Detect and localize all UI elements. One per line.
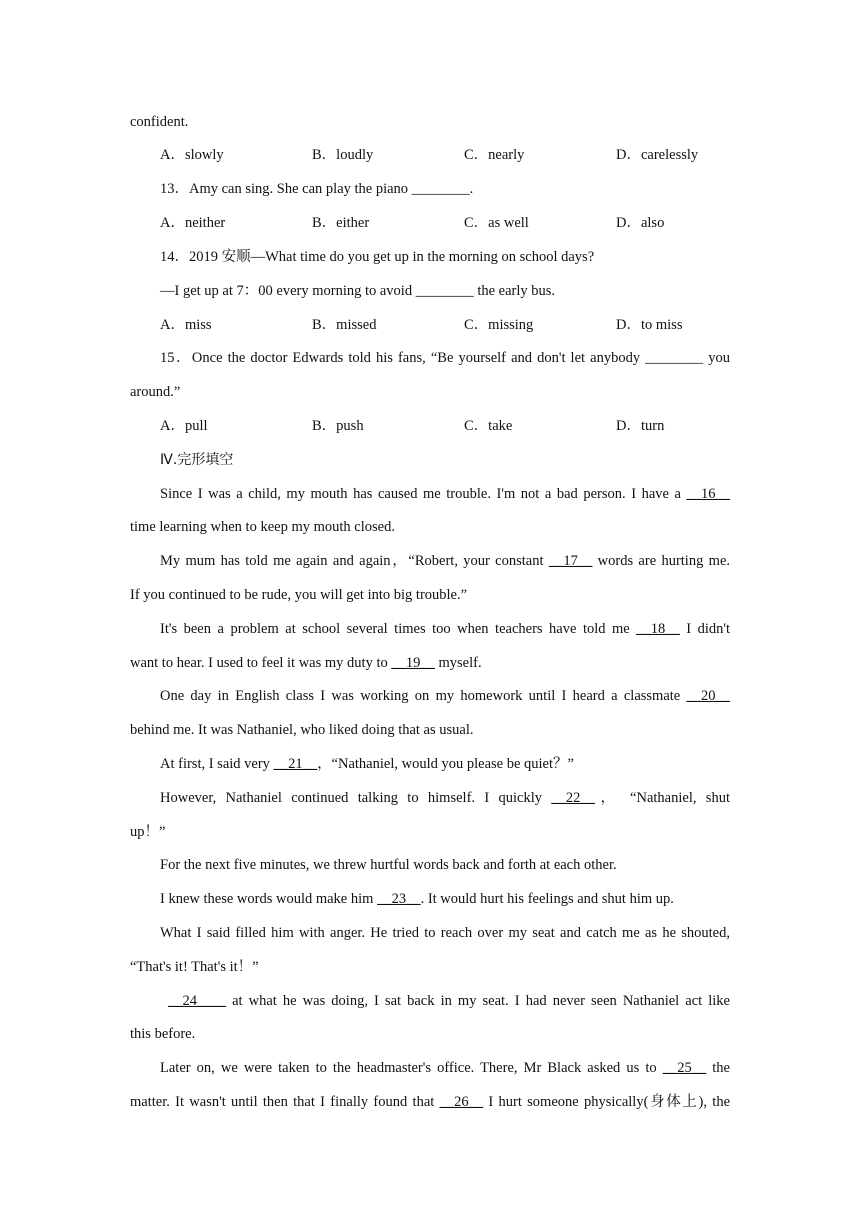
blank-20[interactable]: __20__ (686, 688, 730, 704)
q15-option-a: A．pull (160, 418, 208, 434)
blank-23[interactable]: __23__ (377, 891, 421, 907)
q13-option-a: A．neither (160, 215, 226, 231)
q12-tail: confident. (130, 114, 189, 130)
question-15-cont: around.” (130, 384, 181, 400)
cloze-paragraph-9-cont: “That's it! That's it！” (130, 959, 259, 975)
cloze-paragraph-5: At first, I said very __21__，“Nathaniel, would you please be quiet？” (160, 756, 574, 772)
cloze-paragraph-2: My mum has told me again and again，“Robert, your constant __17__ words are hurting me. (160, 553, 731, 569)
q14-option-b: B．missed (312, 317, 377, 333)
q12-option-b: B．loudly (312, 147, 374, 163)
q14-option-c: C．missing (464, 317, 534, 333)
blank-24[interactable]: __24____ (168, 993, 226, 1009)
cloze-paragraph-3-cont: want to hear. I used to feel it was my duty to __19__ myself. (130, 655, 482, 671)
cloze-paragraph-9: What I said filled him with anger. He tried to reach over my seat and catch me as he shouted, (160, 925, 730, 941)
q13-option-b: B．either (312, 215, 370, 231)
q15-option-c: C．take (464, 418, 513, 434)
question-13: 13．Amy can sing. She can play the piano ________. (160, 181, 474, 197)
q15-option-b: B．push (312, 418, 364, 434)
cloze-paragraph-4-cont: behind me. It was Nathaniel, who liked doing that as usual. (130, 722, 474, 738)
cloze-paragraph-4: One day in English class I was working on my homework until I heard a classmate __20__ (160, 688, 730, 704)
blank-16[interactable]: __16__ (686, 486, 730, 502)
cloze-paragraph-1: Since I was a child, my mouth has caused me trouble. I'm not a bad person. I have a __16__ (160, 486, 730, 502)
blank-21[interactable]: __21__ (273, 756, 318, 772)
cloze-paragraph-3: It's been a problem at school several times too when teachers have told me __18__ I didn't (160, 621, 731, 637)
cloze-paragraph-10-cont: this before. (130, 1026, 196, 1042)
question-14-reply: —I get up at 7：00 every morning to avoid ________ the early bus. (160, 283, 556, 299)
blank-18[interactable]: __18__ (636, 621, 680, 637)
cloze-paragraph-8: I knew these words would make him __23__. It would hurt his feelings and shut him up. (160, 891, 674, 907)
cloze-paragraph-2-cont: If you continued to be rude, you will get into big trouble.” (130, 587, 468, 603)
cloze-paragraph-11-cont: matter. It wasn't until then that I finally found that __26__ I hurt someone physically(身体上), the (130, 1094, 731, 1110)
q14-option-a: A．miss (160, 317, 212, 333)
q12-option-a: A．slowly (160, 147, 224, 163)
q13-option-c: C．as well (464, 215, 529, 231)
blank-26[interactable]: __26__ (439, 1094, 484, 1110)
cloze-paragraph-11: Later on, we were taken to the headmaster's office. There, Mr Black asked us to __25__ the (160, 1060, 730, 1076)
blank-19[interactable]: __19__ (391, 655, 435, 671)
q13-option-d: D．also (616, 215, 665, 231)
q12-option-c: C．nearly (464, 147, 525, 163)
blank-25[interactable]: __25__ (662, 1060, 707, 1076)
q12-option-d: D．carelessly (616, 147, 699, 163)
blank-17[interactable]: __17__ (548, 553, 593, 569)
question-14: 14．2019 安顺—What time do you get up in the morning on school days? (160, 249, 595, 265)
q14-option-d: D．to miss (616, 317, 683, 333)
q15-option-d: D．turn (616, 418, 665, 434)
cloze-paragraph-10: __24____ at what he was doing, I sat back in my seat. I had never seen Nathaniel act like (168, 993, 730, 1009)
cloze-paragraph-6-cont: up！” (130, 824, 166, 840)
cloze-paragraph-6: However, Nathaniel continued talking to himself. I quickly __22__， “Nathaniel, shut (160, 790, 730, 806)
question-15: 15．Once the doctor Edwards told his fans, “Be yourself and don't let anybody ________ you (160, 350, 730, 366)
cloze-paragraph-7: For the next five minutes, we threw hurtful words back and forth at each other. (160, 857, 617, 873)
cloze-paragraph-1-cont: time learning when to keep my mouth closed. (130, 519, 395, 535)
section-heading: Ⅳ.完形填空 (160, 452, 234, 468)
blank-22[interactable]: __22__ (551, 790, 595, 806)
